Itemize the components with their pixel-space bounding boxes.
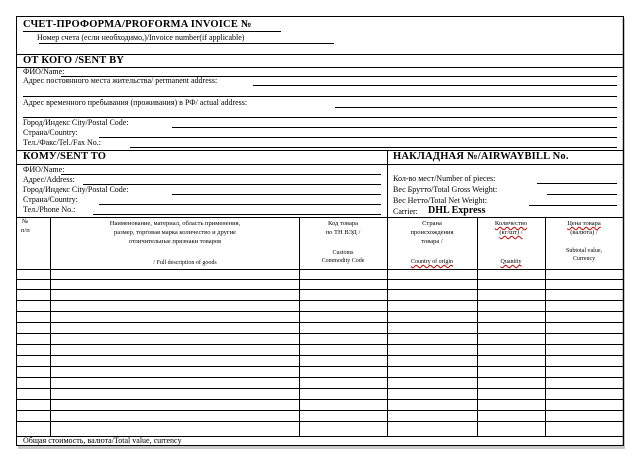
recipient-country-label: Страна/Country: xyxy=(23,195,78,204)
table-row[interactable] xyxy=(17,333,623,334)
table-row[interactable] xyxy=(17,355,623,356)
sender-phone-label: Тел./Факс/Tel./Fax No.: xyxy=(23,138,102,147)
table-row[interactable] xyxy=(17,344,623,345)
invoice-number-label: Номер счета (если необходимо,)/Invoice number(if applicable) xyxy=(37,33,245,42)
table-row[interactable] xyxy=(17,311,623,312)
col-code-en-line2: Commodity Code xyxy=(321,258,365,264)
col-price-en-line1: Subtotal value, xyxy=(566,248,602,254)
recipient-address-label: Адрес/Address: xyxy=(23,175,75,184)
col-code-en xyxy=(299,249,387,265)
col-qty-line2: (кг/шт) / xyxy=(499,229,523,236)
col-price-line2: (валюта) / xyxy=(570,229,598,236)
col-desc-en: / Full description of goods xyxy=(153,260,217,266)
col-country-line3: товара / xyxy=(421,238,443,245)
page-shadow-bottom xyxy=(18,446,625,449)
table-row[interactable] xyxy=(17,322,623,323)
table-row[interactable] xyxy=(17,269,623,270)
table-row[interactable] xyxy=(17,300,623,301)
col-desc-line3: отличительные признаки товаров xyxy=(128,238,222,245)
invoice-number-line xyxy=(39,43,334,44)
proforma-invoice-form xyxy=(16,16,624,446)
col-country-header xyxy=(387,219,477,246)
col-divider xyxy=(50,217,51,436)
recipient-name-field[interactable] xyxy=(61,174,381,175)
sender-country-label: Страна/Country: xyxy=(23,128,78,137)
divider xyxy=(17,164,623,165)
col-country-line1: Страна xyxy=(422,220,442,227)
table-row[interactable] xyxy=(17,421,623,422)
total-value-label: Общая стоимость, валюта/Total value, currency xyxy=(23,436,182,445)
col-country-en-text: Country of origin xyxy=(411,259,453,265)
col-qty-en xyxy=(477,259,545,265)
col-price-line1: Цена товара xyxy=(567,220,601,227)
col-desc-header xyxy=(55,219,295,246)
col-country-line2: происхождения xyxy=(410,229,454,236)
recipient-country-field[interactable] xyxy=(99,204,381,205)
col-price-header xyxy=(545,219,623,237)
sender-name-label: ФИО/Name: xyxy=(23,67,65,76)
col-desc-line1: Наименование, материал, область применения, xyxy=(109,220,241,227)
table-row[interactable] xyxy=(17,377,623,378)
sender-country-field[interactable] xyxy=(99,137,617,138)
section-divider xyxy=(387,150,388,218)
col-code-header xyxy=(299,219,387,237)
net-weight-label: Вес Нетто/Total Net Weight: xyxy=(393,196,487,205)
sender-city-label: Город/Индекс City/Postal Code: xyxy=(23,118,129,127)
col-qty-header xyxy=(477,219,545,237)
table-row[interactable] xyxy=(17,366,623,367)
col-price-en-line2: Currency xyxy=(572,256,596,262)
sender-phone-field[interactable] xyxy=(130,147,617,148)
table-row[interactable] xyxy=(17,410,623,411)
form-title: СЧЕТ-ПРОФОРМА/PROFORMA INVOICE № xyxy=(23,19,252,30)
col-desc-line2: размер, торговая марка количество и другие xyxy=(114,229,236,236)
table-row[interactable] xyxy=(17,399,623,400)
carrier-value: DHL Express xyxy=(428,205,486,216)
sender-temporary-address-label: Адрес временного пребывания (проживания) в РФ/ actual address: xyxy=(23,98,248,107)
sender-temporary-address-field[interactable] xyxy=(335,107,617,108)
divider xyxy=(17,67,623,68)
gross-weight-label: Вес Брутто/Total Gross Weight: xyxy=(393,185,498,194)
col-code-line1: Код товара xyxy=(327,220,358,227)
sender-permanent-address-field-2[interactable] xyxy=(23,96,617,97)
sender-permanent-address-label: Адрес постоянного места жительства/ permanent address: xyxy=(23,76,218,85)
col-divider xyxy=(545,217,546,436)
table-row[interactable] xyxy=(17,289,623,290)
title-underline xyxy=(23,31,281,32)
net-weight-field[interactable] xyxy=(529,205,617,206)
recipient-phone-field[interactable] xyxy=(93,214,381,215)
col-code-en-line1: Customs xyxy=(332,250,354,256)
col-divider xyxy=(387,217,388,436)
recipient-phone-label: Тел./Phone No.: xyxy=(23,205,76,214)
divider xyxy=(17,217,623,218)
sender-permanent-address-field[interactable] xyxy=(253,85,617,86)
recipient-name-label: ФИО/Name: xyxy=(23,165,65,174)
col-country-en xyxy=(387,259,477,265)
recipient-city-field[interactable] xyxy=(172,194,381,195)
gross-weight-field[interactable] xyxy=(547,194,617,195)
recipient-city-label: Город/Индекс City/Postal Code: xyxy=(23,185,129,194)
col-divider xyxy=(477,217,478,436)
col-code-line2: по ТН ВЭД / xyxy=(325,229,361,236)
col-qty-en-text: Quantity xyxy=(500,259,522,265)
col-divider xyxy=(299,217,300,436)
sender-header: ОТ КОГО /SENT BY xyxy=(23,55,125,66)
sender-city-field[interactable] xyxy=(172,127,617,128)
table-row[interactable] xyxy=(17,388,623,389)
recipient-header: КОМУ/SENT TO xyxy=(23,151,107,162)
col-num-line1: № xyxy=(22,218,29,225)
table-row[interactable] xyxy=(17,279,623,280)
col-price-en xyxy=(545,247,623,263)
carrier-label: Carrier: xyxy=(393,207,418,216)
pieces-label: Кол-во мест/Number of pieces: xyxy=(393,174,496,183)
col-num-line2: п/п xyxy=(21,227,30,234)
airwaybill-header: НАКЛАДНАЯ №/AIRWAYBILL No. xyxy=(393,151,569,162)
pieces-field[interactable] xyxy=(537,183,617,184)
col-qty-line1: Количество xyxy=(494,220,528,227)
